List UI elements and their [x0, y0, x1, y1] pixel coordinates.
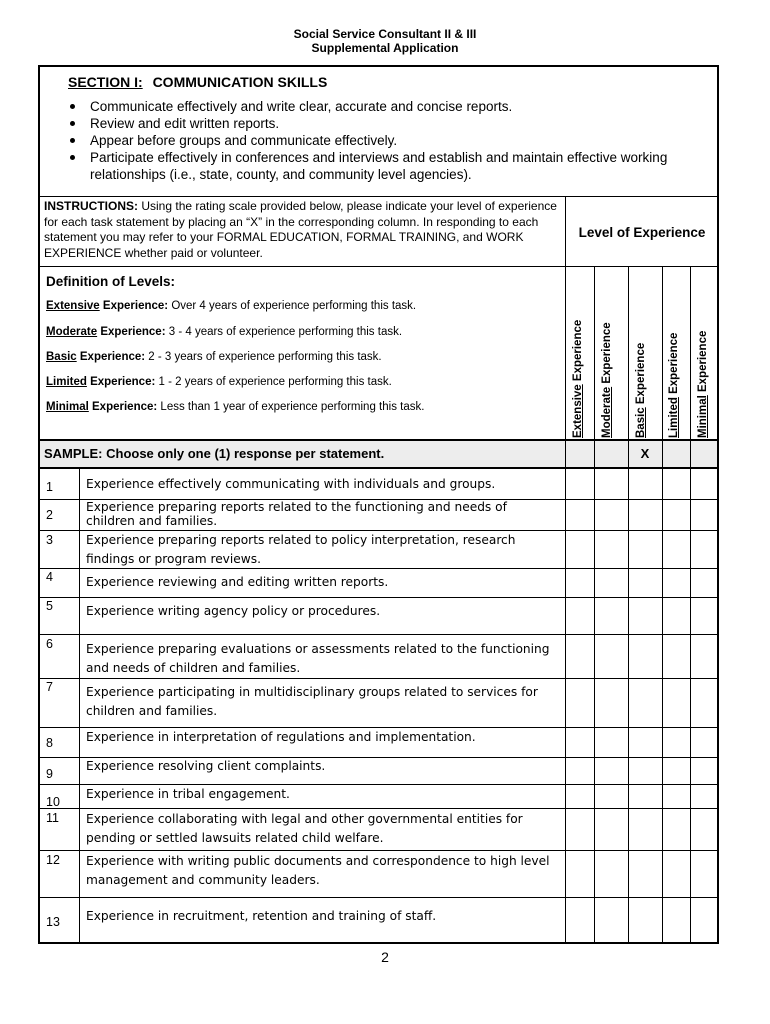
response-cell-basic[interactable] [629, 679, 662, 727]
statement-text: Experience preparing evaluations or assessments related to the functioning and needs of children and families. [86, 642, 550, 675]
response-cell-minimal[interactable] [691, 471, 718, 499]
definition-moderate: Moderate Experience: 3 - 4 years of experience performing this task. [46, 326, 403, 338]
response-cell-basic[interactable] [629, 785, 662, 808]
response-cell-limited[interactable] [663, 728, 690, 757]
response-cell-moderate[interactable] [595, 728, 628, 757]
definitions-title: Definition of Levels: [46, 274, 176, 289]
statement-number: 6 [46, 637, 53, 651]
response-cell-minimal[interactable] [691, 531, 718, 568]
bullet-icon [70, 138, 75, 143]
response-cell-extensive[interactable] [566, 531, 594, 568]
response-cell-minimal[interactable] [691, 598, 718, 634]
response-cell-basic[interactable] [629, 851, 662, 897]
response-cell-moderate[interactable] [595, 471, 628, 499]
statement-number: 8 [46, 736, 53, 750]
section-name: COMMUNICATION SKILLS [152, 74, 328, 90]
response-cell-basic[interactable] [629, 598, 662, 634]
response-cell-moderate[interactable] [595, 809, 628, 850]
response-cell-limited[interactable] [663, 785, 690, 808]
response-cell-extensive[interactable] [566, 679, 594, 727]
response-cell-minimal[interactable] [691, 785, 718, 808]
response-cell-minimal[interactable] [691, 758, 718, 784]
response-cell-minimal[interactable] [691, 569, 718, 597]
bullet-icon [70, 121, 75, 126]
statement-number: 13 [46, 915, 60, 929]
number-column-divider [79, 468, 80, 943]
column-header-minimal: Minimal Experience [697, 330, 709, 438]
response-cell-extensive[interactable] [566, 500, 594, 530]
definition-basic: Basic Experience: 2 - 3 years of experience performing this task. [46, 351, 382, 363]
response-cell-moderate[interactable] [595, 851, 628, 897]
response-cell-basic[interactable] [629, 635, 662, 678]
response-cell-extensive[interactable] [566, 471, 594, 499]
section-label: SECTION I: [68, 74, 143, 90]
instructions-label: INSTRUCTIONS: [44, 199, 138, 213]
statement-text: Experience preparing reports related to policy interpretation, research findings or program reviews. [86, 533, 516, 566]
response-cell-limited[interactable] [663, 758, 690, 784]
column-header-extensive: Extensive Experience [572, 319, 584, 438]
divider [38, 196, 719, 197]
divider [38, 266, 719, 267]
response-cell-extensive[interactable] [566, 785, 594, 808]
response-cell-minimal[interactable] [691, 851, 718, 897]
response-cell-extensive[interactable] [566, 851, 594, 897]
response-cell-basic[interactable] [629, 471, 662, 499]
response-cell-minimal[interactable] [691, 728, 718, 757]
list-item: Review and edit written reports. [66, 115, 706, 132]
response-cell-extensive[interactable] [566, 728, 594, 757]
list-item: Participate effectively in conferences and interviews and establish and maintain effective working relationships (i.e., state, county, and community level agencies). [66, 149, 706, 183]
response-cell-basic[interactable] [629, 728, 662, 757]
column-header-limited: Limited Experience [668, 332, 680, 438]
response-cell-moderate[interactable] [595, 635, 628, 678]
header-subtitle: Supplemental Application [311, 41, 459, 55]
instructions [44, 199, 564, 261]
response-cell-moderate[interactable] [595, 569, 628, 597]
response-cell-minimal[interactable] [691, 635, 718, 678]
sample-instruction: SAMPLE: Choose only one (1) response per statement. [44, 446, 385, 461]
statement-text: Experience writing agency policy or procedures. [86, 604, 381, 618]
column-header-basic: Basic Experience [635, 342, 647, 438]
response-cell-minimal[interactable] [691, 500, 718, 530]
statement-number: 7 [46, 680, 53, 694]
statement-number: 4 [46, 570, 53, 584]
response-cell-basic[interactable] [629, 809, 662, 850]
statement-number: 11 [46, 811, 59, 825]
document-header [0, 27, 770, 55]
response-cell-extensive[interactable] [566, 569, 594, 597]
statement-text: Experience with writing public documents and correspondence to high level management and community leaders. [86, 854, 550, 887]
statement-number: 12 [46, 853, 60, 867]
response-cell-limited[interactable] [663, 500, 690, 530]
section-title [68, 74, 327, 90]
response-cell-limited[interactable] [663, 531, 690, 568]
response-cell-minimal[interactable] [691, 898, 718, 943]
column-header-moderate: Moderate Experience [601, 322, 613, 438]
definition-extensive: Extensive Experience: Over 4 years of experience performing this task. [46, 300, 417, 312]
statement-number: 9 [46, 767, 53, 781]
statement-number: 2 [46, 508, 53, 522]
response-cell-extensive[interactable] [566, 809, 594, 850]
skills-list [66, 98, 706, 183]
statement-text: Experience collaborating with legal and other governmental entities for pending or settled lawsuits related child welfare. [86, 812, 523, 845]
response-cell-minimal[interactable] [691, 679, 718, 727]
bullet-icon [70, 155, 75, 160]
response-cell-basic[interactable] [629, 531, 662, 568]
response-cell-extensive[interactable] [566, 635, 594, 678]
statement-text: Experience resolving client complaints. [86, 759, 326, 773]
response-cell-limited[interactable] [663, 635, 690, 678]
response-cell-moderate[interactable] [595, 679, 628, 727]
response-cell-limited[interactable] [663, 569, 690, 597]
list-item: Communicate effectively and write clear, accurate and concise reports. [66, 98, 706, 115]
response-cell-basic[interactable] [629, 500, 662, 530]
response-cell-moderate[interactable] [595, 758, 628, 784]
instructions-text: Using the rating scale provided below, please indicate your level of experience for each task statement by placing an “X” in the corresponding column. In responding to each statement you may refer to your FORMAL EDUCATION, FORMAL TRAINING, and WORK EXPERIENCE whether paid or volunteer. [44, 199, 557, 260]
response-cell-basic[interactable] [629, 569, 662, 597]
list-item: Appear before groups and communicate effectively. [66, 132, 706, 149]
level-of-experience-header: Level of Experience [578, 224, 706, 240]
bullet-icon [70, 104, 75, 109]
definition-minimal: Minimal Experience: Less than 1 year of experience performing this task. [46, 401, 425, 413]
statement-number: 3 [46, 533, 53, 547]
response-cell-basic[interactable] [629, 898, 662, 943]
statement-text: Experience in tribal engagement. [86, 787, 290, 801]
response-cell-limited[interactable] [663, 598, 690, 634]
response-cell-basic[interactable] [629, 758, 662, 784]
response-cell-moderate[interactable] [595, 500, 628, 530]
statement-number: 10 [46, 795, 60, 809]
response-cell-limited[interactable] [663, 809, 690, 850]
statement-text: Experience participating in multidisciplinary groups related to services for children and families. [86, 685, 538, 718]
response-cell-extensive[interactable] [566, 898, 594, 943]
statement-text: Experience in recruitment, retention and training of staff. [86, 909, 437, 923]
statement-text: Experience reviewing and editing written reports. [86, 575, 389, 589]
statement-text: Experience effectively communicating with individuals and groups. [86, 477, 496, 491]
statement-text: Experience preparing reports related to the functioning and needs of children and families. [86, 500, 507, 528]
response-cell-moderate[interactable] [595, 785, 628, 808]
response-cell-limited[interactable] [663, 851, 690, 897]
definition-limited: Limited Experience: 1 - 2 years of experience performing this task. [46, 376, 392, 388]
response-cell-limited[interactable] [663, 471, 690, 499]
sample-mark: X [640, 446, 650, 461]
response-cell-moderate[interactable] [595, 898, 628, 943]
statement-number: 1 [46, 480, 53, 494]
response-cell-limited[interactable] [663, 898, 690, 943]
statement-text: Experience in interpretation of regulations and implementation. [86, 730, 476, 744]
divider [38, 467, 719, 469]
page-number: 2 [381, 949, 389, 965]
response-cell-extensive[interactable] [566, 758, 594, 784]
header-title: Social Service Consultant II & III [293, 27, 477, 41]
response-cell-minimal[interactable] [691, 809, 718, 850]
response-cell-moderate[interactable] [595, 531, 628, 568]
response-cell-moderate[interactable] [595, 598, 628, 634]
response-cell-limited[interactable] [663, 679, 690, 727]
response-cell-extensive[interactable] [566, 598, 594, 634]
statement-number: 5 [46, 599, 53, 613]
